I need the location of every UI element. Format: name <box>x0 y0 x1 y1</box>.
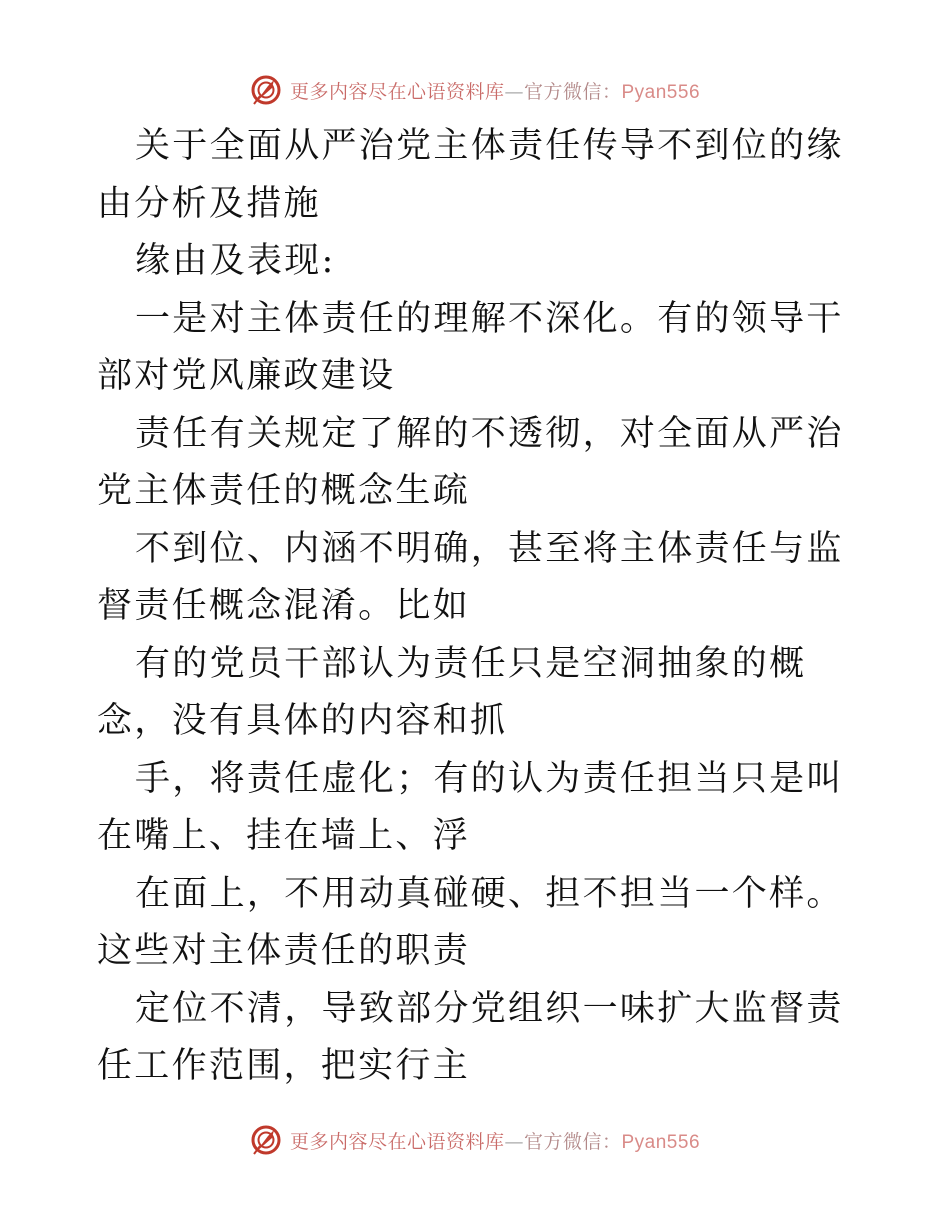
paragraph-3: 不到位、内涵不明确，甚至将主体责任与监督责任概念混淆。比如 <box>97 528 844 626</box>
quill-pen-logo-icon <box>250 74 282 106</box>
section-heading: 缘由及表现: <box>135 241 336 281</box>
header-official-label: 官方微信： <box>523 80 622 103</box>
quill-pen-logo-icon <box>250 1124 282 1156</box>
paragraph-7: 定位不清，导致部分党组织一味扩大监督责任工作范围，把实行主 <box>97 988 844 1086</box>
footer-banner <box>0 1120 950 1160</box>
header-dash: — <box>504 80 524 103</box>
header-banner-text <box>290 77 700 104</box>
document-body <box>97 118 853 1096</box>
footer-wechat-handle: Pyan556 <box>621 1131 701 1153</box>
paragraph-5: 手，将责任虚化；有的认为责任担当只是叫在嘴上、挂在墙上、浮 <box>97 758 844 856</box>
footer-site-text: 更多内容尽在心语资料库 <box>289 1130 505 1153</box>
footer-banner-text <box>290 1127 700 1154</box>
header-banner <box>0 70 950 110</box>
document-title: 关于全面从严治党主体责任传导不到位的缘由分析及措施 <box>97 126 844 224</box>
footer-official-label: 官方微信： <box>523 1130 622 1153</box>
header-site-text: 更多内容尽在心语资料库 <box>289 80 505 103</box>
paragraph-1: 一是对主体责任的理解不深化。有的领导干部对党风廉政建设 <box>97 298 844 396</box>
footer-dash: — <box>504 1130 524 1153</box>
paragraph-2: 责任有关规定了解的不透彻，对全面从严治党主体责任的概念生疏 <box>97 413 844 511</box>
header-wechat-handle: Pyan556 <box>621 81 701 103</box>
paragraph-6: 在面上，不用动真碰硬、担不担当一个样。这些对主体责任的职责 <box>97 873 844 971</box>
paragraph-4: 有的党员干部认为责任只是空洞抽象的概念，没有具体的内容和抓 <box>97 643 807 741</box>
